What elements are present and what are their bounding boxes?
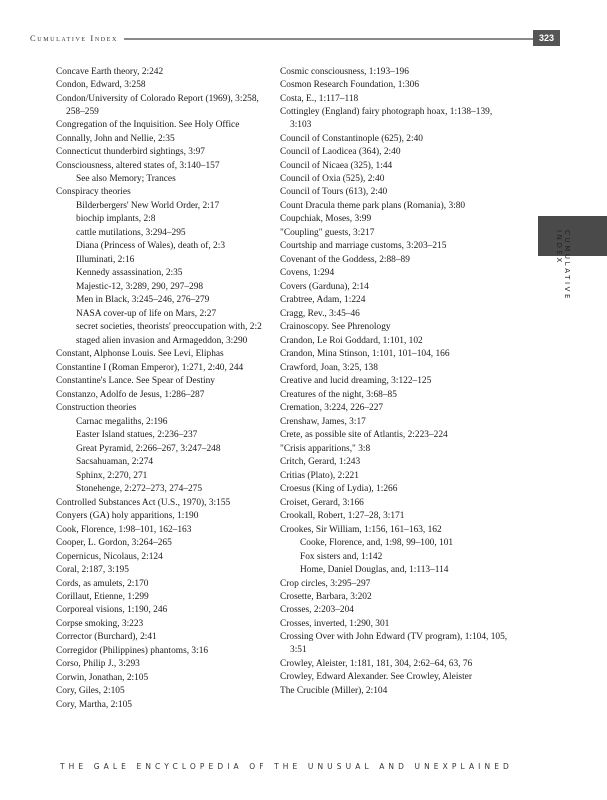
index-entry: Corregidor (Philippines) phantoms, 3:16	[56, 645, 209, 656]
index-entry: Cooke, Florence, and, 1:98, 99–100, 101	[300, 538, 454, 549]
index-entry: Concave Earth theory, 2:242	[56, 67, 164, 77]
index-entry: Crookall, Robert, 1:27–28, 3:171	[280, 511, 405, 522]
index-entry: Crowley, Aleister, 1:181, 181, 304, 2:62–64, 63, 76	[280, 658, 473, 669]
index-entry: Sphinx, 2:270, 271	[76, 470, 148, 481]
index-entry: cattle mutilations, 3:294–295	[76, 227, 186, 238]
index-entry: "Crisis apparitions," 3:8	[280, 443, 371, 454]
index-entry: Corillaut, Etienne, 1:299	[56, 592, 149, 602]
index-entry: Crainoscopy. See Phrenology	[280, 322, 391, 333]
index-entry: Constantine's Lance. See Spear of Destiny	[56, 376, 215, 387]
index-entry: biochip implants, 2:8	[76, 214, 156, 225]
index-entry: Condon/University of Colorado Report (1969), 3:258, 258–259	[56, 93, 259, 117]
index-entry: Council of Tours (613), 2:40	[280, 187, 388, 198]
index-entry: Home, Daniel Douglas, and, 1:113–114	[300, 565, 449, 576]
index-entry: Easter Island statues, 2:236–237	[76, 430, 198, 441]
index-entry: Creatures of the night, 3:68–85	[280, 389, 397, 400]
index-entry: Council of Laodicea (364), 2:40	[280, 147, 401, 158]
index-entry: Crowley, Edward Alexander. See Crowley, Aleister	[280, 672, 472, 683]
index-entry: Crosette, Barbara, 3:202	[280, 592, 372, 602]
index-entry: Creative and lucid dreaming, 3:122–125	[280, 376, 432, 387]
index-entry: Connally, John and Nellie, 2:35	[56, 133, 175, 144]
index-column-right	[280, 66, 512, 698]
index-entry: Corwin, Jonathan, 2:105	[56, 672, 149, 683]
footer-title: THE GALE ENCYCLOPEDIA OF THE UNUSUAL AND UNEXPLAINED	[60, 762, 513, 771]
index-entry: "Coupling" guests, 3:217	[280, 227, 375, 238]
index-entry: Council of Oxia (525), 2:40	[280, 173, 385, 184]
index-entry: Cords, as amulets, 2:170	[56, 578, 149, 589]
index-entry: Consciousness, altered states of, 3:140–157	[56, 160, 220, 171]
side-tab-label: CUMULATIVE INDEX	[555, 230, 571, 302]
index-entry: Council of Nicaea (325), 1:44	[280, 160, 393, 171]
index-entry: Cosmic consciousness, 1:193–196	[280, 67, 409, 77]
index-entry: Crandon, Le Roi Goddard, 1:101, 102	[280, 335, 423, 346]
index-entry: The Crucible (Miller), 2:104	[280, 685, 388, 696]
index-entry: Crandon, Mina Stinson, 1:101, 101–104, 166	[280, 349, 450, 360]
index-entry: Costa, E., 1:117–118	[280, 93, 359, 104]
index-entry: Crosses, 2:203–204	[280, 605, 354, 616]
index-entry: Cook, Florence, 1:98–101, 162–163	[56, 524, 192, 535]
index-entry: Congregation of the Inquisition. See Holy Office	[56, 120, 240, 131]
index-entry: Crossing Over with John Edward (TV program), 1:104, 105, 3:51	[280, 632, 508, 656]
index-entry: Crabtree, Adam, 1:224	[280, 295, 366, 306]
index-entry: Croiset, Gerard, 3:166	[280, 497, 364, 508]
index-entry: Controlled Substances Act (U.S., 1970), 3:155	[56, 497, 231, 508]
index-entry: Men in Black, 3:245–246, 276–279	[76, 295, 210, 306]
index-entry: Crawford, Joan, 3:25, 138	[280, 362, 378, 373]
index-entry: Bilderbergers' New World Order, 2:17	[76, 200, 220, 211]
index-entry: Covens, 1:294	[280, 268, 335, 279]
index-entry: Courtship and marriage customs, 3:203–215	[280, 241, 447, 252]
index-entry: Corso, Philip J., 3:293	[56, 659, 140, 670]
index-entry: secret societies, theorists' preoccupation with, 2:2	[76, 322, 262, 333]
index-entry: Copernicus, Nicolaus, 2:124	[56, 551, 163, 562]
index-entry: Cosmon Research Foundation, 1:306	[280, 80, 420, 91]
index-entry: NASA cover-up of life on Mars, 2:27	[76, 308, 217, 319]
index-entry: Constanzo, Adolfo de Jesus, 1:286–287	[56, 389, 205, 400]
index-entry: Corpse smoking, 3:223	[56, 618, 144, 629]
index-entry: Sacsahuaman, 2:274	[76, 457, 154, 468]
index-entry: Crenshaw, James, 3:17	[280, 416, 366, 427]
index-entry: See also Memory; Trances	[76, 173, 176, 184]
index-entry: Critch, Gerard, 1:243	[280, 457, 361, 468]
index-entry: Corporeal visions, 1:190, 246	[56, 605, 168, 616]
index-entry: Great Pyramid, 2:266–267, 3:247–248	[76, 443, 221, 454]
side-tab-block	[538, 216, 607, 256]
index-entry: Illuminati, 2:16	[76, 254, 135, 265]
index-entry: staged alien invasion and Armageddon, 3:290	[76, 335, 248, 346]
index-entry: Cragg, Rev., 3:45–46	[280, 308, 360, 319]
index-entry: Condon, Edward, 3:258	[56, 80, 146, 91]
index-entry: Covenant of the Goddess, 2:88–89	[280, 254, 410, 265]
index-entry: Conspiracy theories	[56, 187, 131, 198]
index-entry: Cottingley (England) fairy photograph hoax, 1:138–139, 3:103	[280, 107, 493, 131]
index-entry: Count Dracula theme park plans (Romania), 3:80	[280, 200, 466, 211]
index-entry: Cooper, L. Gordon, 3:264–265	[56, 538, 172, 549]
header-title: Cumulative Index	[30, 30, 124, 46]
index-entry: Kennedy assassination, 2:35	[76, 268, 183, 279]
index-entry: Majestic-12, 3:289, 290, 297–298	[76, 281, 204, 292]
index-entry: Critias (Plato), 2:221	[280, 470, 359, 481]
index-entry: Croesus (King of Lydia), 1:266	[280, 484, 398, 495]
index-entry: Cory, Martha, 2:105	[56, 699, 132, 710]
index-column-left	[56, 66, 268, 712]
index-entry: Diana (Princess of Wales), death of, 2:3	[76, 241, 226, 252]
index-entry: Stonehenge, 2:272–273, 274–275	[76, 484, 203, 495]
index-entry: Fox sisters and, 1:142	[300, 551, 383, 562]
index-entry: Coral, 2:187, 3:195	[56, 565, 129, 576]
index-entry: Crete, as possible site of Atlantis, 2:223–224	[280, 430, 448, 441]
index-entry: Construction theories	[56, 403, 137, 414]
index-entry: Crookes, Sir William, 1:156, 161–163, 162	[280, 524, 442, 535]
index-entry: Coupchiak, Moses, 3:99	[280, 214, 372, 225]
index-entry: Cremation, 3:224, 226–227	[280, 403, 384, 414]
page-number: 323	[533, 30, 560, 46]
index-entry: Conyers (GA) holy apparitions, 1:190	[56, 511, 199, 522]
index-entry: Council of Constantinople (625), 2:40	[280, 133, 423, 144]
index-entry: Carnac megaliths, 2:196	[76, 416, 168, 427]
index-entry: Corrector (Burchard), 2:41	[56, 632, 157, 643]
running-header	[30, 30, 560, 46]
index-entry: Constant, Alphonse Louis. See Levi, Eliphas	[56, 349, 224, 360]
index-entry: Crosses, inverted, 1:290, 301	[280, 618, 390, 629]
index-entry: Covers (Garduna), 2:14	[280, 281, 369, 292]
index-entry: Connecticut thunderbird sightings, 3:97	[56, 147, 205, 158]
index-entry: Crop circles, 3:295–297	[280, 578, 371, 589]
index-entry: Constantine I (Roman Emperor), 1:271, 2:40, 244	[56, 362, 244, 373]
index-entry: Cory, Giles, 2:105	[56, 686, 125, 697]
